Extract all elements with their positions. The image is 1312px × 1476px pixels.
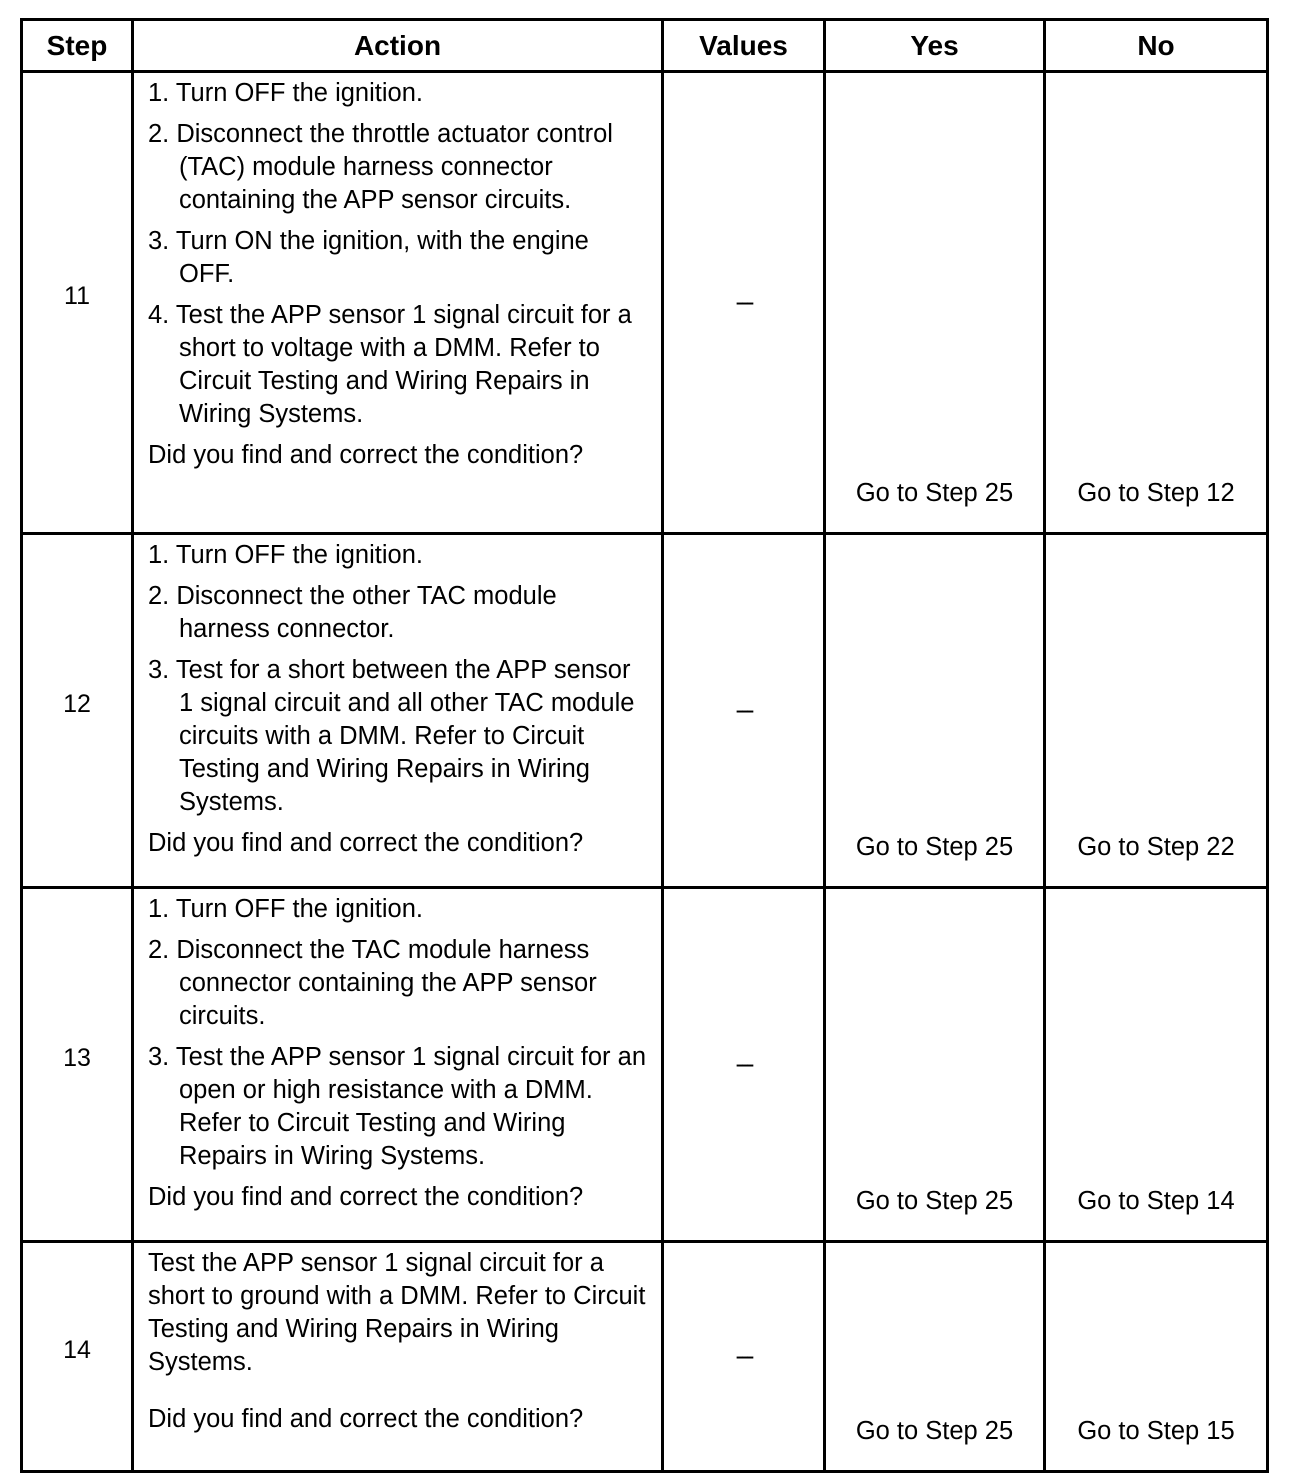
step-number: 11 [22, 72, 133, 534]
diagnostic-procedure-table [20, 18, 1269, 1473]
step-number: 14 [22, 1242, 133, 1472]
no-result: Go to Step 12 [1045, 72, 1268, 534]
yes-result: Go to Step 25 [825, 888, 1045, 1242]
action-steps [148, 77, 651, 431]
header-no: No [1045, 20, 1268, 72]
yes-result: Go to Step 25 [825, 72, 1045, 534]
header-step: Step [22, 20, 133, 72]
action-step: 4. Test the APP sensor 1 signal circuit for a short to voltage with a DMM. Refer to Circuit Testing and Wiring Repairs in Wiring Systems. [148, 301, 632, 428]
action-cell [133, 888, 663, 1242]
table-row [22, 1242, 1268, 1472]
action-cell [133, 72, 663, 534]
action-question: Did you find and correct the condition? [148, 829, 584, 857]
header-yes: Yes [825, 20, 1045, 72]
values-cell [663, 888, 825, 1242]
action-step: 2. Disconnect the throttle actuator control (TAC) module harness connector containing the APP sensor circuits. [148, 120, 613, 214]
action-question: Did you find and correct the condition? [148, 1183, 584, 1211]
table-row [22, 72, 1268, 534]
action-cell [133, 1242, 663, 1472]
action-question: Did you find and correct the condition? [148, 441, 584, 469]
action-step: 2. Disconnect the TAC module harness connector containing the APP sensor circuits. [148, 936, 597, 1030]
yes-result: Go to Step 25 [825, 534, 1045, 888]
action-step: 2. Disconnect the other TAC module harness connector. [148, 582, 557, 643]
header-values: Values [663, 20, 825, 72]
step-number: 12 [22, 534, 133, 888]
action-steps [148, 893, 651, 1173]
action-steps [148, 539, 651, 819]
values-dash: --- [735, 696, 752, 724]
no-result: Go to Step 15 [1045, 1242, 1268, 1472]
header-action: Action [133, 20, 663, 72]
action-question: Did you find and correct the condition? [148, 1405, 584, 1433]
action-cell [133, 534, 663, 888]
no-result: Go to Step 22 [1045, 534, 1268, 888]
table-row [22, 534, 1268, 888]
values-dash: --- [735, 288, 752, 316]
table-row [22, 888, 1268, 1242]
action-step: 3. Test the APP sensor 1 signal circuit for an open or high resistance with a DMM. Refer to Circuit Testing and Wiring Repairs in Wiring Systems. [148, 1043, 646, 1170]
action-step: 1. Turn OFF the ignition. [148, 895, 423, 923]
no-result: Go to Step 14 [1045, 888, 1268, 1242]
values-dash: --- [735, 1050, 752, 1078]
values-cell [663, 1242, 825, 1472]
values-cell [663, 72, 825, 534]
action-step: 1. Turn OFF the ignition. [148, 541, 423, 569]
action-step: 1. Turn OFF the ignition. [148, 79, 423, 107]
action-step: 3. Turn ON the ignition, with the engine OFF. [148, 227, 589, 288]
values-cell [663, 534, 825, 888]
values-dash: --- [735, 1342, 752, 1370]
yes-result: Go to Step 25 [825, 1242, 1045, 1472]
header-row [22, 20, 1268, 72]
action-step: 3. Test for a short between the APP sensor 1 signal circuit and all other TAC module circuits with a DMM. Refer to Circuit Testing and Wiring Repairs in Wiring Systems. [148, 656, 635, 816]
step-number: 13 [22, 888, 133, 1242]
action-text: Test the APP sensor 1 signal circuit for a short to ground with a DMM. Refer to Circuit Testing and Wiring Repairs in Wiring Systems. [148, 1249, 646, 1376]
